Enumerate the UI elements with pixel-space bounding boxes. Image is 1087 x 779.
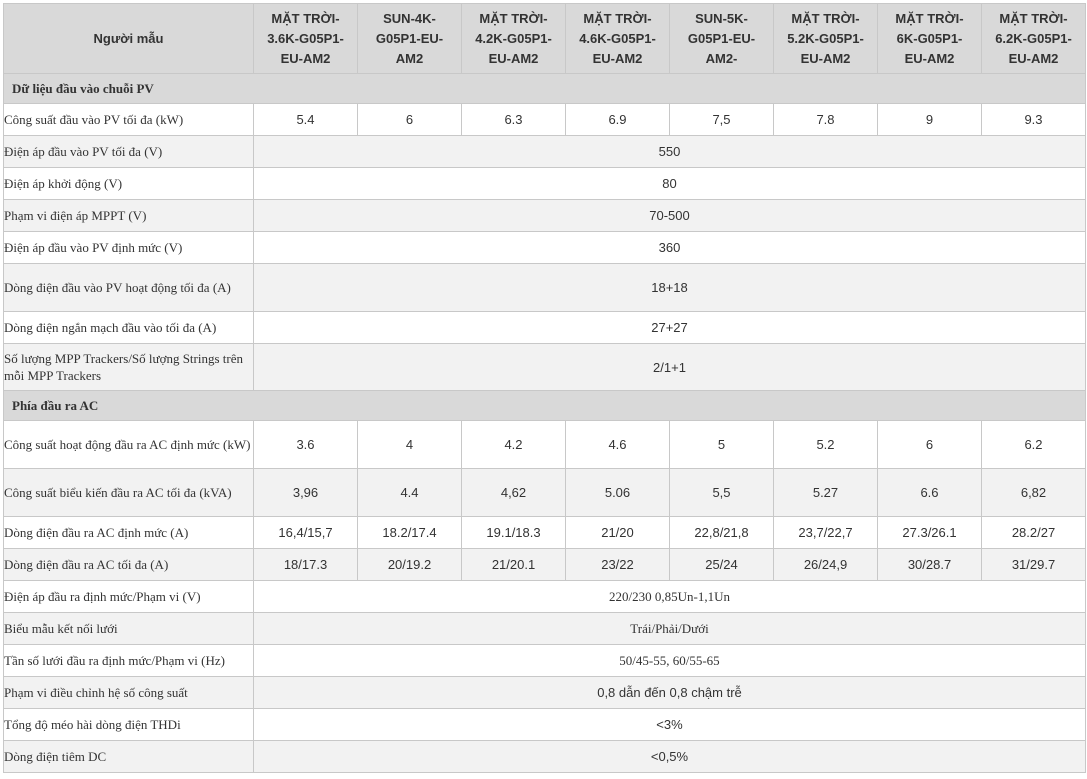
row-value: 6.3: [462, 104, 566, 136]
row-value: 550: [254, 136, 1086, 168]
row-label: Phạm vi điều chỉnh hệ số công suất: [4, 677, 254, 709]
model-header: MẶT TRỜI- 5.2K-G05P1- EU-AM2: [774, 4, 878, 74]
row-value: <0,5%: [254, 741, 1086, 773]
row-value: 9.3: [982, 104, 1086, 136]
row-label: Điện áp khởi động (V): [4, 168, 254, 200]
row-value: 6: [358, 104, 462, 136]
row-value: 0,8 dẫn đến 0,8 chậm trễ: [254, 677, 1086, 709]
row-value: 7.8: [774, 104, 878, 136]
table-row: [4, 677, 1086, 709]
row-value: 28.2/27: [982, 517, 1086, 549]
row-value: 26/24,9: [774, 549, 878, 581]
row-value: 18.2/17.4: [358, 517, 462, 549]
table-row: [4, 469, 1086, 517]
row-value: 6.6: [878, 469, 982, 517]
table-row: [4, 645, 1086, 677]
row-value: 18/17.3: [254, 549, 358, 581]
row-label: Dòng điện đầu vào PV hoạt động tối đa (A): [4, 264, 254, 312]
row-label: Biểu mẫu kết nối lưới: [4, 613, 254, 645]
row-label: Điện áp đầu vào PV tối đa (V): [4, 136, 254, 168]
table-row: [4, 344, 1086, 391]
row-value: 70-500: [254, 200, 1086, 232]
row-label: Phạm vi điện áp MPPT (V): [4, 200, 254, 232]
row-value: 22,8/21,8: [670, 517, 774, 549]
section-row: [4, 74, 1086, 104]
row-value: 18+18: [254, 264, 1086, 312]
row-value: 9: [878, 104, 982, 136]
row-label: Tần số lưới đầu ra định mức/Phạm vi (Hz): [4, 645, 254, 677]
model-header: SUN-5K- G05P1-EU- AM2-: [670, 4, 774, 74]
row-value: 7,5: [670, 104, 774, 136]
table-row: [4, 104, 1086, 136]
row-value: 31/29.7: [982, 549, 1086, 581]
row-value: 4.6: [566, 421, 670, 469]
table-row: [4, 581, 1086, 613]
row-label: Dòng điện đầu ra AC định mức (A): [4, 517, 254, 549]
model-header: MẶT TRỜI- 4.6K-G05P1- EU-AM2: [566, 4, 670, 74]
row-label: Công suất biểu kiến đầu ra AC tối đa (kVA): [4, 469, 254, 517]
table-row: [4, 613, 1086, 645]
row-value: 5,5: [670, 469, 774, 517]
model-header: MẶT TRỜI- 3.6K-G05P1- EU-AM2: [254, 4, 358, 74]
row-value: 20/19.2: [358, 549, 462, 581]
row-value: 80: [254, 168, 1086, 200]
row-value: 6: [878, 421, 982, 469]
row-label: Số lượng MPP Trackers/Số lượng Strings trên mỗi MPP Trackers: [4, 344, 254, 391]
row-value: 25/24: [670, 549, 774, 581]
row-value: 3.6: [254, 421, 358, 469]
section-title: Phía đầu ra AC: [4, 391, 1086, 421]
row-value: 23,7/22,7: [774, 517, 878, 549]
row-value: 50/45-55, 60/55-65: [254, 645, 1086, 677]
row-label: Công suất đầu vào PV tối đa (kW): [4, 104, 254, 136]
table-row: [4, 200, 1086, 232]
model-header: MẶT TRỜI- 6.2K-G05P1- EU-AM2: [982, 4, 1086, 74]
row-value: 30/28.7: [878, 549, 982, 581]
row-value: 5.27: [774, 469, 878, 517]
row-value: 23/22: [566, 549, 670, 581]
row-value: 4: [358, 421, 462, 469]
table-row: [4, 232, 1086, 264]
row-value: 3,96: [254, 469, 358, 517]
row-value: 220/230 0,85Un-1,1Un: [254, 581, 1086, 613]
row-value: 27+27: [254, 312, 1086, 344]
row-value: 6.2: [982, 421, 1086, 469]
spec-table: [3, 3, 1086, 773]
row-value: 4.2: [462, 421, 566, 469]
row-value: <3%: [254, 709, 1086, 741]
row-label: Dòng điện ngắn mạch đầu vào tối đa (A): [4, 312, 254, 344]
row-label: Tổng độ méo hài dòng điện THDi: [4, 709, 254, 741]
row-value: 5.4: [254, 104, 358, 136]
row-value: Trái/Phải/Dưới: [254, 613, 1086, 645]
row-value: 6.9: [566, 104, 670, 136]
row-label: Công suất hoạt động đầu ra AC định mức (kW): [4, 421, 254, 469]
table-row: [4, 421, 1086, 469]
table-row: [4, 264, 1086, 312]
row-value: 5: [670, 421, 774, 469]
row-value: 4,62: [462, 469, 566, 517]
row-value: 27.3/26.1: [878, 517, 982, 549]
row-value: 21/20.1: [462, 549, 566, 581]
table-row: [4, 312, 1086, 344]
row-value: 19.1/18.3: [462, 517, 566, 549]
row-label: Điện áp đầu vào PV định mức (V): [4, 232, 254, 264]
row-label: Dòng điện đầu ra AC tối đa (A): [4, 549, 254, 581]
row-value: 360: [254, 232, 1086, 264]
row-value: 16,4/15,7: [254, 517, 358, 549]
row-value: 6,82: [982, 469, 1086, 517]
section-row: [4, 391, 1086, 421]
table-row: [4, 136, 1086, 168]
header-row: [4, 4, 1086, 74]
table-row: [4, 517, 1086, 549]
table-row: [4, 168, 1086, 200]
model-header: MẶT TRỜI- 4.2K-G05P1- EU-AM2: [462, 4, 566, 74]
table-row: [4, 741, 1086, 773]
row-label: Dòng điện tiêm DC: [4, 741, 254, 773]
row-value: 5.06: [566, 469, 670, 517]
row-value: 5.2: [774, 421, 878, 469]
row-value: 4.4: [358, 469, 462, 517]
section-title: Dữ liệu đầu vào chuỗi PV: [4, 74, 1086, 104]
row-value: 21/20: [566, 517, 670, 549]
row-value: 2/1+1: [254, 344, 1086, 391]
row-label: Điện áp đầu ra định mức/Phạm vi (V): [4, 581, 254, 613]
table-row: [4, 549, 1086, 581]
model-label: Người mẫu: [4, 4, 254, 74]
table-row: [4, 709, 1086, 741]
model-header: MẶT TRỜI- 6K-G05P1- EU-AM2: [878, 4, 982, 74]
model-header: SUN-4K- G05P1-EU- AM2: [358, 4, 462, 74]
